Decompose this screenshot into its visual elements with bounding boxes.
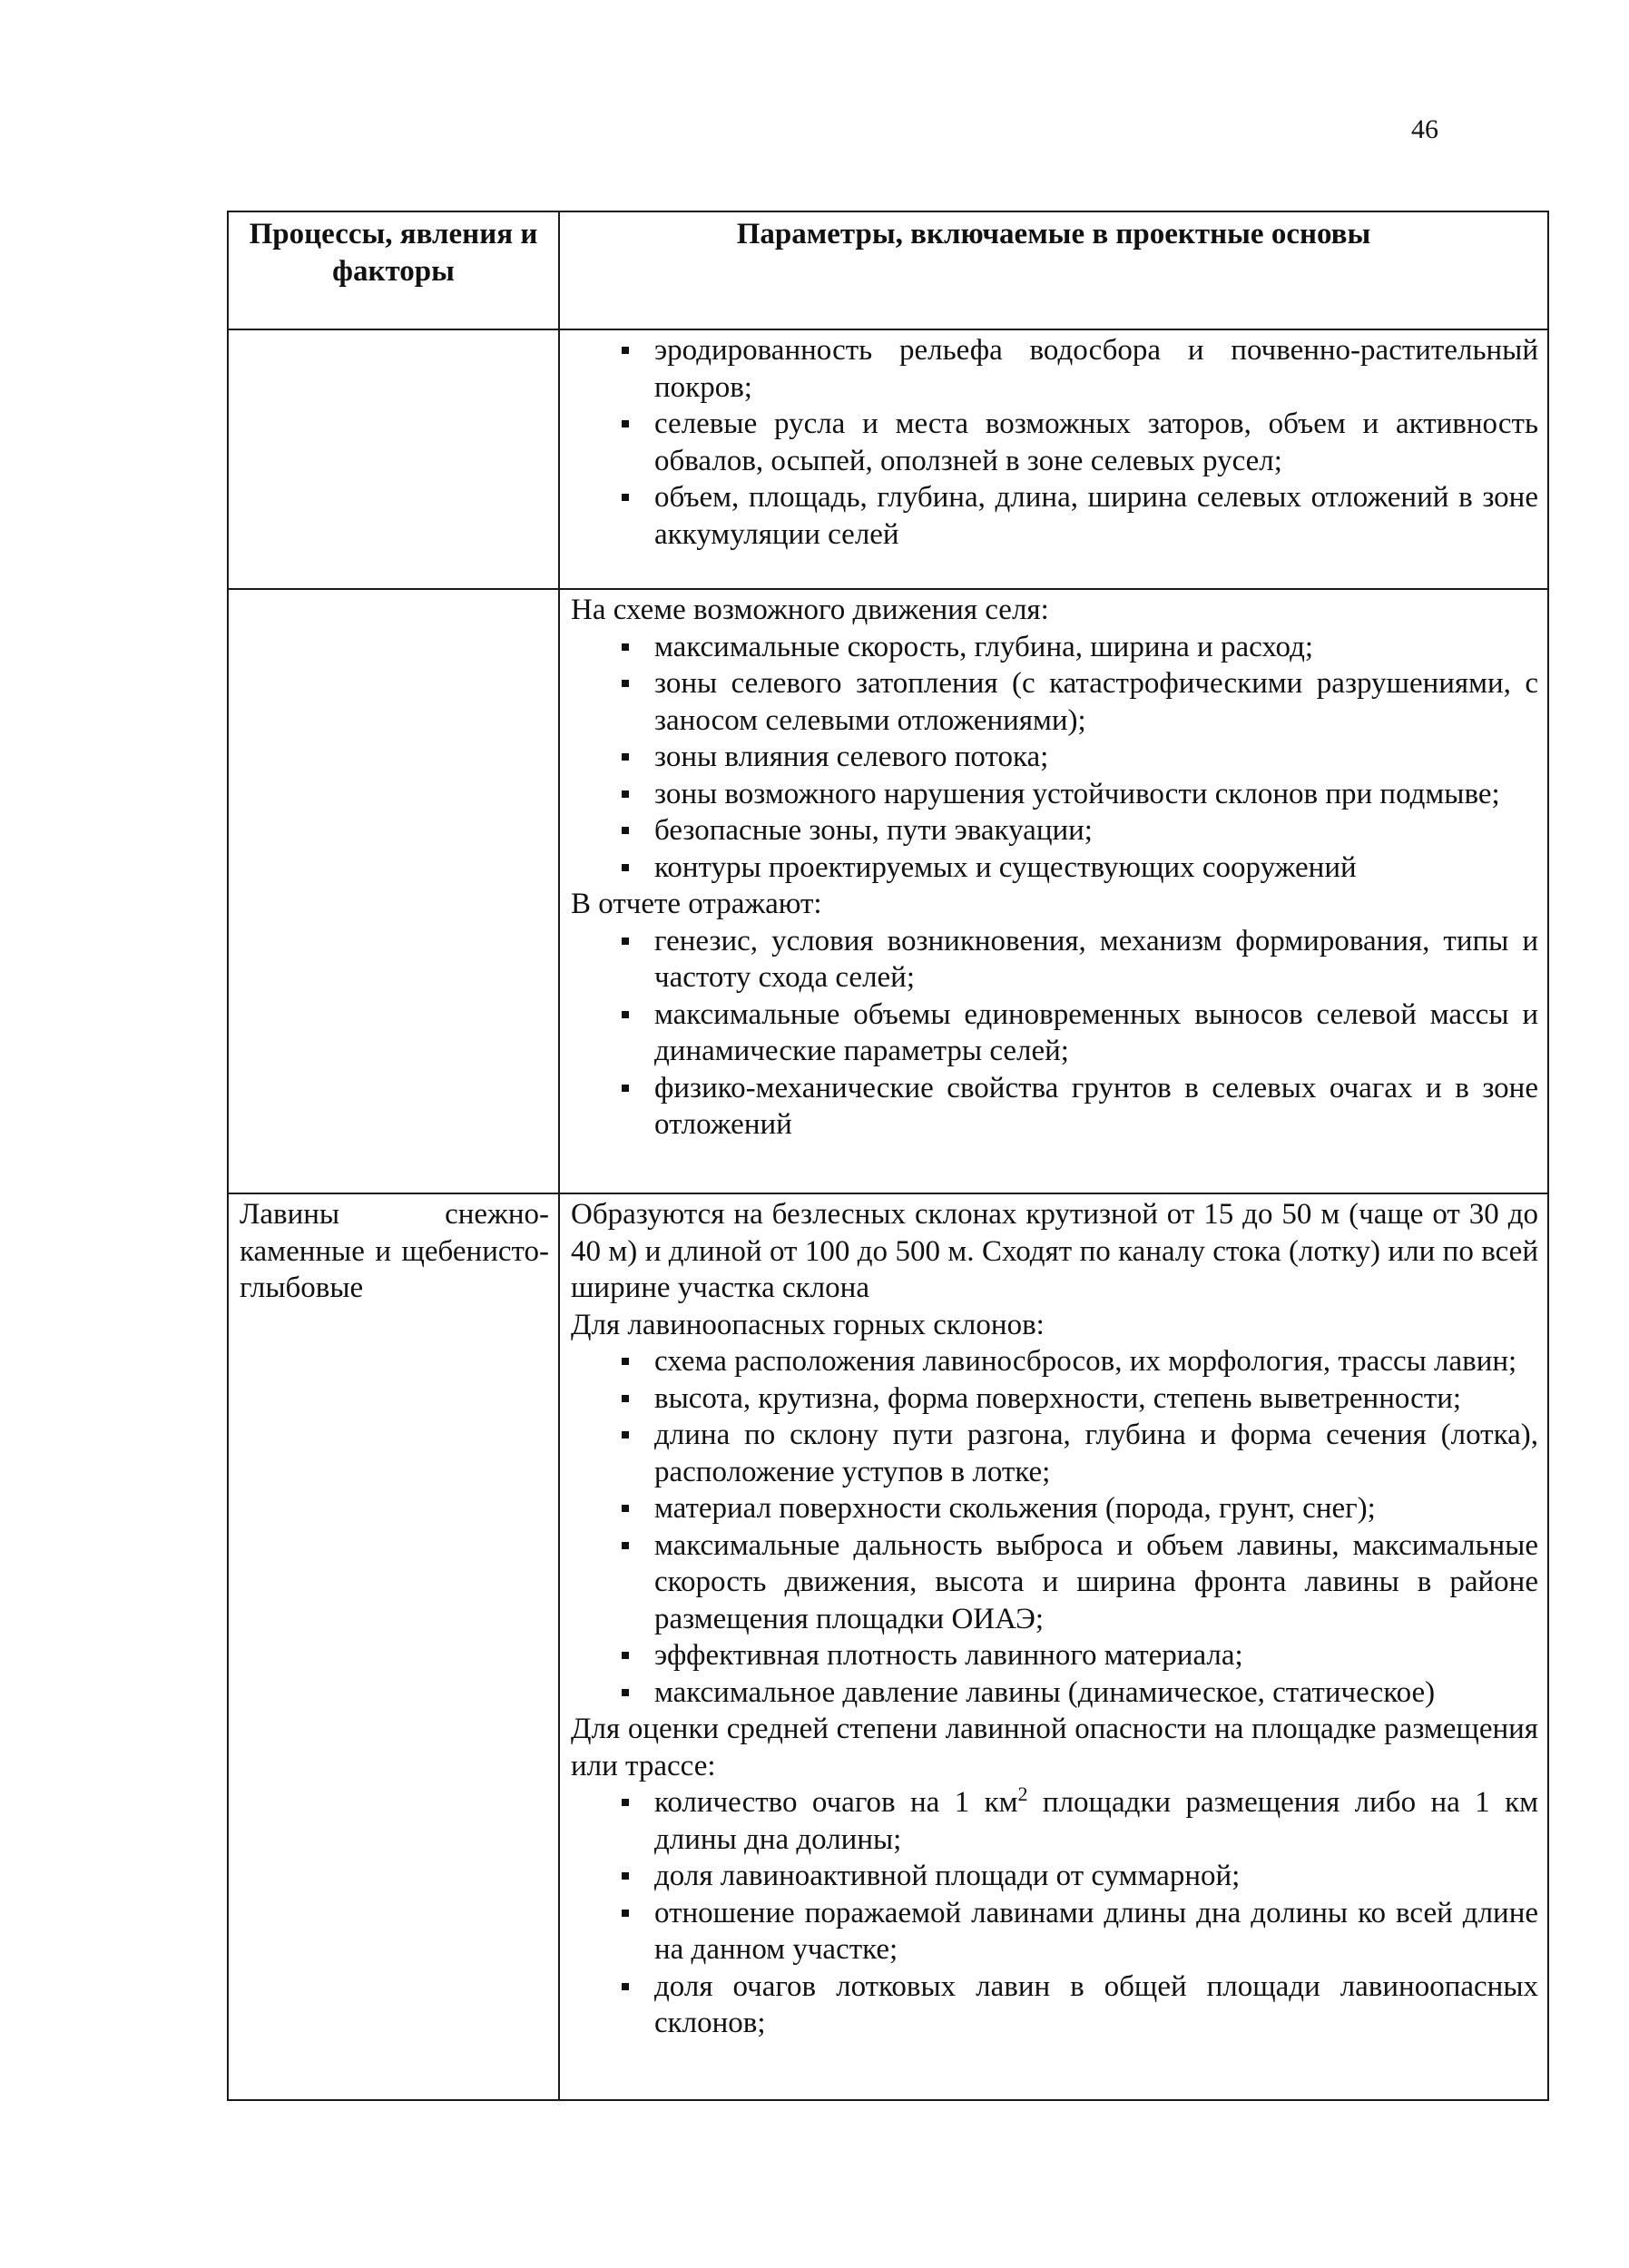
list-item [571,1858,1538,1895]
list-item [571,1417,1538,1490]
list-item [571,1527,1538,1638]
bullet-icon [622,347,629,354]
list-item [571,1637,1538,1674]
bullet-list [571,1343,1538,1711]
list-item [571,665,1538,739]
list-item-text: максимальные дальность выброса и объем лавины, максимальные скорость движения, высота и ширина фронта лавины в районе размещения площадки ОИАЭ; [654,1528,1538,1635]
process-cell [228,329,559,589]
bullet-icon [622,1395,629,1402]
table-row [228,589,1548,1193]
list-item [571,776,1538,813]
list-item-text: эффективная плотность лавинного материала; [654,1639,1243,1672]
list-item [571,812,1538,849]
list-item-text: доля лавиноактивной площади от суммарной; [654,1860,1241,1892]
list-item [571,1969,1538,2042]
parameters-cell [559,329,1548,589]
list-item [571,1070,1538,1144]
list-item-text: схема расположения лавиносбросов, их морфология, трассы лавин; [654,1345,1517,1378]
list-item-text: физико-механические свойства грунтов в селевых очагах и в зоне отложений [654,1071,1538,1141]
row-description: Образуются на безлесных склонах крутизной от 15 до 50 м (чаще от 30 до 40 м) и длиной от 100 до 500 м. Сходят по каналу стока (лотку) или по всей ширине участка склона [571,1198,1538,1304]
block-intro: На схеме возможного движения селя: [571,594,1049,626]
bullet-list [571,629,1538,887]
list-item [571,849,1538,887]
bullet-icon [622,1910,629,1917]
list-item [571,1784,1538,1858]
list-item-text: максимальные объемы единовременных выносов селевой массы и динамические параметры селей; [654,997,1538,1067]
bullet-icon [622,938,629,945]
list-item [571,997,1538,1070]
parameters-cell [559,1193,1548,2100]
list-item-text: максимальные скорость, глубина, ширина и расход; [654,630,1314,663]
bullet-icon [622,1689,629,1696]
bullet-icon [622,420,629,427]
bullet-icon [622,1542,629,1549]
bullet-icon [622,1011,629,1018]
list-item-text: зоны селевого затопления (с катастрофическими разрушениями, с заносом селевыми отложениями); [654,667,1538,737]
header-processes: Процессы, явления и факторы [228,211,559,329]
list-item-text: селевые русла и места возможных заторов, объем и активность обвалов, осыпей, оползней в зоне селевых русел; [654,407,1538,477]
list-item-text: материал поверхности скольжения (порода, грунт, снег); [654,1492,1376,1525]
list-item [571,923,1538,997]
block-intro: Для лавиноопасных горных склонов: [571,1308,1045,1341]
list-item [571,1490,1538,1527]
list-item [571,406,1538,479]
bullet-icon [622,1652,629,1659]
bullet-icon [622,643,629,651]
list-item-text: генезис, условия возникновения, механизм формирования, типы и частоту схода селей; [654,924,1538,994]
bullet-icon [622,680,629,687]
list-item [571,332,1538,406]
list-item-text: объем, площадь, глубина, длина, ширина селевых отложений в зоне аккумуляции селей [654,481,1538,551]
list-item-text: доля очагов лотковых лавин в общей площади лавиноопасных склонов; [654,1969,1538,2039]
bullet-icon [622,1799,629,1806]
block-intro: Для оценки средней степени лавинной опасности на площадке размещения или трассе: [571,1713,1538,1782]
bullet-icon [622,1085,629,1092]
list-item-text: эродированность рельефа водосбора и почвенно-растительный покров; [654,334,1538,404]
list-item [571,1674,1538,1712]
list-item [571,739,1538,776]
bullet-icon [622,827,629,834]
list-item [571,629,1538,666]
bullet-icon [622,1983,629,1990]
page-number: 46 [1411,114,1438,144]
block-intro: В отчете отражают: [571,888,822,920]
bullet-icon [622,790,629,798]
list-item-text: зоны влияния селевого потока; [654,741,1049,773]
process-cell: Лавины снежно-каменные и щебенисто-глыбовые [228,1193,559,2100]
list-item-text: контуры проектируемых и существующих сооружений [654,850,1357,884]
list-item [571,1380,1538,1418]
table-row [228,329,1548,589]
bullet-icon [622,494,629,501]
list-item-text: длина по склону пути разгона, глубина и форма сечения (лотка), расположение уступов в лотке; [654,1419,1538,1488]
list-item-text-after: площадки размещения либо на 1 км длины дна долины; [654,1786,1538,1856]
list-item [571,479,1538,553]
bullet-list [571,923,1538,1144]
header-parameters: Параметры, включаемые в проектные основы [559,211,1548,329]
process-cell [228,589,559,1193]
list-item-text: отношение поражаемой лавинами длины дна долины ко всей длине на данном участке; [654,1896,1538,1966]
list-item [571,1343,1538,1380]
parameters-table [227,211,1549,2101]
superscript: 2 [1017,1782,1028,1805]
bullet-icon [622,1505,629,1512]
bullet-icon [622,864,629,871]
bullet-icon [622,1431,629,1438]
bullet-list [571,1784,1538,2042]
table-header-row [228,211,1548,329]
bullet-icon [622,1358,629,1365]
table-row [228,1193,1548,2100]
list-item-text: максимальное давление лавины (динамическое, статическое) [654,1675,1436,1709]
list-item [571,1895,1538,1969]
bullet-icon [622,1872,629,1880]
list-item-text: безопасные зоны, пути эвакуации; [654,814,1093,847]
bullet-icon [622,753,629,761]
list-item-text: зоны возможного нарушения устойчивости склонов при подмыве; [654,777,1500,810]
list-item-text-before: количество очагов на 1 км [654,1786,1018,1819]
parameters-cell [559,589,1548,1193]
bullet-list [571,332,1538,553]
list-item-text: высота, крутизна, форма поверхности, степень выветренности; [654,1381,1462,1415]
